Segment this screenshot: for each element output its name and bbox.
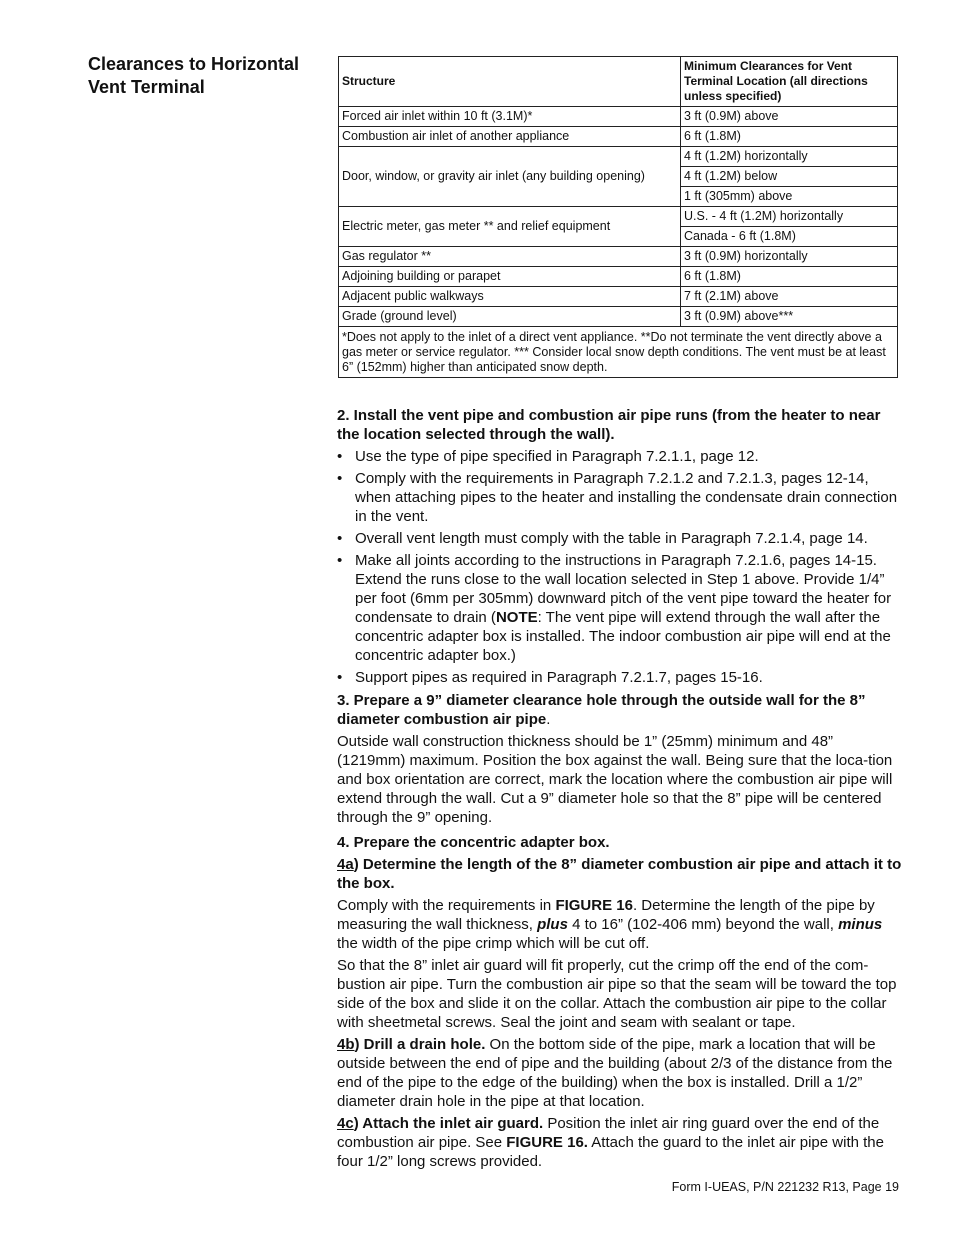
step-4b-text: On the bottom side of the pipe, mark a location that will be outside between the end of pipe and the building (about 2/3 of the distance from the end of the pipe to the edge of the building) when the box is installed. Drill a 1/2” diameter drain hole in the pipe at that location. [337,1036,893,1110]
list-item [337,529,902,548]
table-row [339,307,898,327]
clearances-table [338,56,898,378]
step-2-list [337,447,902,687]
bullet-icon: • [337,552,343,569]
page-footer: Form I-UEAS, P/N 221232 R13, Page 19 [671,1180,899,1194]
clearance-cell: 4 ft (1.2M) horizontally [681,147,898,167]
structure-cell: Adjacent public walkways [339,287,681,307]
step-4a-text: the width of the pipe crimp which will be cut off. [337,935,650,952]
structure-cell: Door, window, or gravity air inlet (any building opening) [339,147,681,207]
clearance-cell: 6 ft (1.8M) [681,267,898,287]
bullet-text: Support pipes as required in Paragraph 7.2.1.7, pages 15-16. [355,669,763,686]
clearance-cell: 3 ft (0.9M) above*** [681,307,898,327]
table-row [339,127,898,147]
bullet-text: Comply with the requirements in Paragraph 7.2.1.2 and 7.2.1.3, pages 12-14, when attaching pipes to the heater and installing the condensate drain connection in the vent. [355,470,898,525]
step-3-title: 3. Prepare a 9” diameter clearance hole through the outside wall for the 8” diameter combustion air pipe [337,692,866,728]
step-3-title-end: . [546,711,551,728]
heading-line-2: Vent Terminal [88,77,205,97]
step-4c-para [337,1114,902,1171]
table-footnote-row [339,327,898,378]
table-row [339,267,898,287]
step-4a-text: Comply with the requirements in [337,897,556,914]
step-4a-label: 4a [337,856,354,873]
structure-cell: Electric meter, gas meter ** and relief equipment [339,207,681,247]
table-row [339,147,898,167]
bullet-text: Use the type of pipe specified in Paragraph 7.2.1.1, page 12. [355,448,759,465]
step-4a-title: ) Determine the length of the 8” diameter combustion air pipe and attach it to the box. [337,856,902,892]
clearance-cell: 4 ft (1.2M) below [681,167,898,187]
table-row [339,287,898,307]
step-4c-text: Attach the guard to the inlet air pipe with the four 1/2” long screws provided. [337,1134,884,1170]
step-4a-para-2: So that the 8” inlet air guard will fit properly, cut the crimp off the end of the com-bustion air pipe. Turn the combustion air pipe so that the seam will be toward the top side of the box and slide it on the collar. Attach the combustion air pipe to the collar with sheetmetal screws. Seal the joint and seam with sealant or tape. [337,957,897,1031]
step-4b-label: 4b [337,1036,355,1053]
header-structure: Structure [339,57,681,107]
figure-ref: FIGURE 16. [506,1134,588,1151]
step-4b-para [337,1035,902,1111]
structure-cell: Combustion air inlet of another appliance [339,127,681,147]
clearance-cell: Canada - 6 ft (1.8M) [681,227,898,247]
table-header-row [339,57,898,107]
step-4c-label: 4c [337,1115,354,1132]
bullet-icon: • [337,669,343,686]
structure-cell: Forced air inlet within 10 ft (3.1M)* [339,107,681,127]
header-clearance: Minimum Clearances for Vent Terminal Location (all directions unless specified) [681,57,898,107]
bullet-text-cont: : The vent pipe will extend through the wall after the concentric adapter box is installed. The indoor combustion air pipe will end at the concentric adapter box.) [355,609,891,664]
table-row [339,107,898,127]
table-row [339,247,898,267]
structure-cell: Adjoining building or parapet [339,267,681,287]
plus-emphasis: plus [537,916,568,933]
clearance-cell: 7 ft (2.1M) above [681,287,898,307]
step-4a-text: . Determine the length of the pipe by measuring the wall thickness, [337,897,875,933]
structure-cell: Gas regulator ** [339,247,681,267]
structure-cell: Grade (ground level) [339,307,681,327]
step-4c-title: ) Attach the inlet air guard. [353,1115,544,1132]
step-3-text: Outside wall construction thickness should be 1” (25mm) minimum and 48” (1219mm) maximum. Position the box against the wall. Being sure that the loca-tion and box orientation are correct, mark the location where the combustion air pipe will extend through the wall. Cut a 9” diameter hole so that the 8” pipe will be centered through the 9” opening. [337,733,893,826]
instructions-body [337,406,902,1174]
step-4a-para-1 [337,896,902,953]
step-3-title-para [337,691,902,729]
bullet-text: Overall vent length must comply with the table in Paragraph 7.2.1.4, page 14. [355,530,868,547]
clearance-cell: 1 ft (305mm) above [681,187,898,207]
list-item [337,551,902,665]
heading-line-1: Clearances to Horizontal [88,54,300,74]
step-4a-text: 4 to 16” (102-406 mm) beyond the wall, [567,916,839,933]
step-2-title: 2. Install the vent pipe and combustion air pipe runs (from the heater to near the location selected through the wall). [337,407,881,443]
step-4c-text: Position the inlet air ring guard over the end of the combustion air pipe. See [337,1115,880,1151]
step-4b-title: ) Drill a drain hole. [354,1036,486,1053]
bullet-icon: • [337,470,343,487]
table-footnote: *Does not apply to the inlet of a direct vent appliance. **Do not terminate the vent directly above a gas meter or service regulator. *** Consider local snow depth conditions. The vent must be at least 6” (152mm) higher than anticipated snow depth. [339,327,898,378]
list-item [337,668,902,687]
bullet-icon: • [337,448,343,465]
table-row [339,207,898,227]
list-item [337,469,902,526]
bullet-icon: • [337,530,343,547]
step-4a-title-para [337,855,902,893]
clearance-cell: 3 ft (0.9M) horizontally [681,247,898,267]
step-4-title: 4. Prepare the concentric adapter box. [337,834,610,851]
minus-emphasis: minus [838,916,883,933]
clearance-cell: U.S. - 4 ft (1.2M) horizontally [681,207,898,227]
list-item [337,447,902,466]
figure-ref: FIGURE 16 [555,897,633,914]
section-heading [88,53,328,99]
bullet-text: Make all joints according to the instructions in Paragraph 7.2.1.6, pages 14-15. Extend the runs close to the wall location selected in Step 1 above. Provide 1/4” per foot (6mm per 305mm) downward pitch of the vent pipe toward the heater for condensate to drain ( [355,552,892,626]
note-label: NOTE [495,609,538,626]
clearance-cell: 6 ft (1.8M) [681,127,898,147]
clearance-cell: 3 ft (0.9M) above [681,107,898,127]
